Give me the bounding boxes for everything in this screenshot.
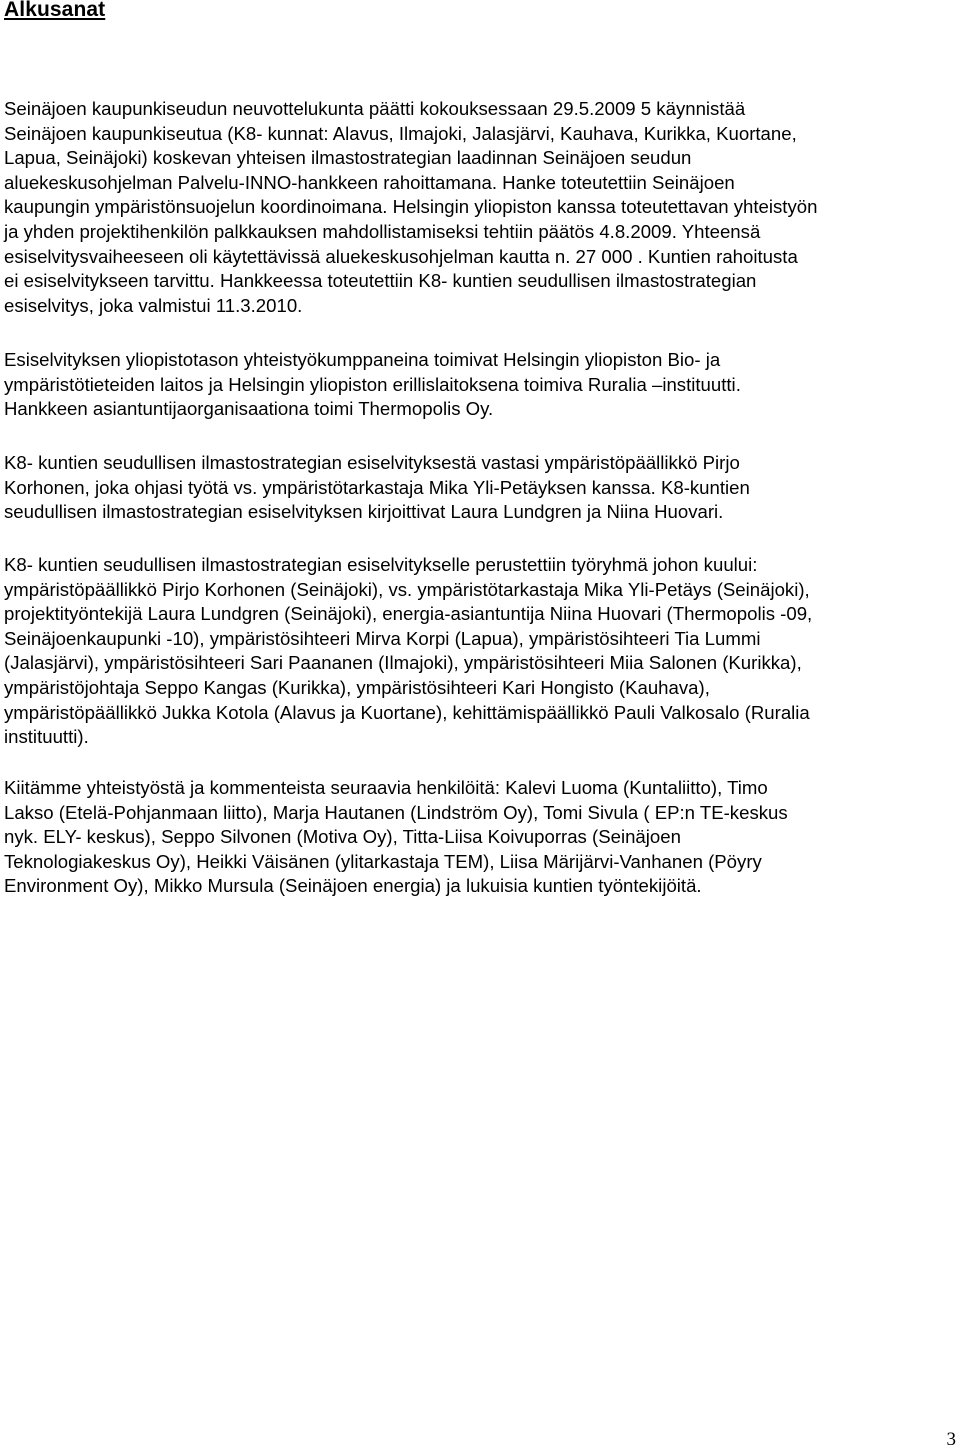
paragraph-partners: Esiselvityksen yliopistotason yhteistyökumppaneina toimivat Helsingin yliopiston Bio- ja ympäristötieteiden laitos ja Helsingin yliopiston erillislaitoksena toimiva Ruralia –instituutti. Hankkeen asiantuntijaorganisaationa toimi Thermopolis Oy. xyxy=(4,349,741,420)
paragraph-authors: K8- kuntien seudullisen ilmastostrategian esiselvityksestä vastasi ympäristöpäällikkö Pirjo Korhonen, joka ohjasi työtä vs. ympäristötarkastaja Mika Yli-Petäyksen kanssa. K8-kuntien seudullisen ilmastostrategian esiselvityksen kirjoittivat Laura Lundgren ja Niina Huovari. xyxy=(4,452,750,523)
page-title: Alkusanat xyxy=(4,0,106,21)
page-number: 3 xyxy=(946,1429,956,1450)
paragraph-acknowledgements: Kiitämme yhteistyöstä ja kommenteista seuraavia henkilöitä: Kalevi Luoma (Kuntaliitto), Timo Lakso (Etelä-Pohjanmaan liitto), Marja Hautanen (Lindström Oy), Tomi Sivula ( EP:n TE-keskus nyk. ELY- keskus), Seppo Silvonen (Motiva Oy), Titta-Liisa Koivuporras (Seinäjoen Teknologiakeskus Oy), Heikki Väisänen (ylitarkastaja TEM), Liisa Märijärvi-Vanhanen (Pöyry Environment Oy), Mikko Mursula (Seinäjoen energia) ja lukuisia kuntien työntekijöitä. xyxy=(4,777,788,897)
paragraph-funding: Seinäjoen kaupunkiseudun neuvottelukunta päätti kokouksessaan 29.5.2009 5 käynnistää Seinäjoen kaupunkiseutua (K8- kunnat: Alavus, Ilmajoki, Jalasjärvi, Kauhava, Kurikka, Kuortane, Lapua, Seinäjoki) koskevan yhteisen ilmastostrategian laadinnan Seinäjoen seudun aluekeskusohjelman Palvelu-INNO-hankkeen rahoittamana. Hanke toteutettiin Seinäjoen kaupungin ympäristönsuojelun koordinoimana. Helsingin yliopiston kanssa toteutettavan yhteistyön ja yhden projektihenkilön palkkauksen mahdollistamiseksi tehtiin päätös 4.8.2009. Yhteensä esiselvitysvaiheeseen oli käytettävissä aluekeskusohjelman kautta n. 27 000 . Kuntien rahoitusta ei esiselvitykseen tarvittu. Hankkeessa toteutettiin K8- kuntien seudullisen ilmastostrategian esiselvitys, joka valmistui 11.3.2010. xyxy=(4,98,818,316)
paragraph-working-group: K8- kuntien seudullisen ilmastostrategian esiselvitykselle perustettiin työryhmä johon kuului: ympäristöpäällikkö Pirjo Korhonen (Seinäjoki), vs. ympäristötarkastaja Mika Yli-Petäys (Seinäjoki), projektityöntekijä Laura Lundgren (Seinäjoki), energia-asiantuntija Niina Huovari (Thermopolis -09, Seinäjoenkaupunki -10), ympäristösihteeri Mirva Korpi (Lapua), ympäristösihteeri Tia Lummi (Jalasjärvi), ympäristösihteeri Sari Paananen (Ilmajoki), ympäristösihteeri Miia Salonen (Kurikka), ympäristöjohtaja Seppo Kangas (Kurikka), ympäristösihteeri Kari Hongisto (Kauhava), ympäristöpäällikkö Jukka Kotola (Alavus ja Kuortane), kehittämispäällikkö Pauli Valkosalo (Ruralia instituutti). xyxy=(4,554,813,748)
